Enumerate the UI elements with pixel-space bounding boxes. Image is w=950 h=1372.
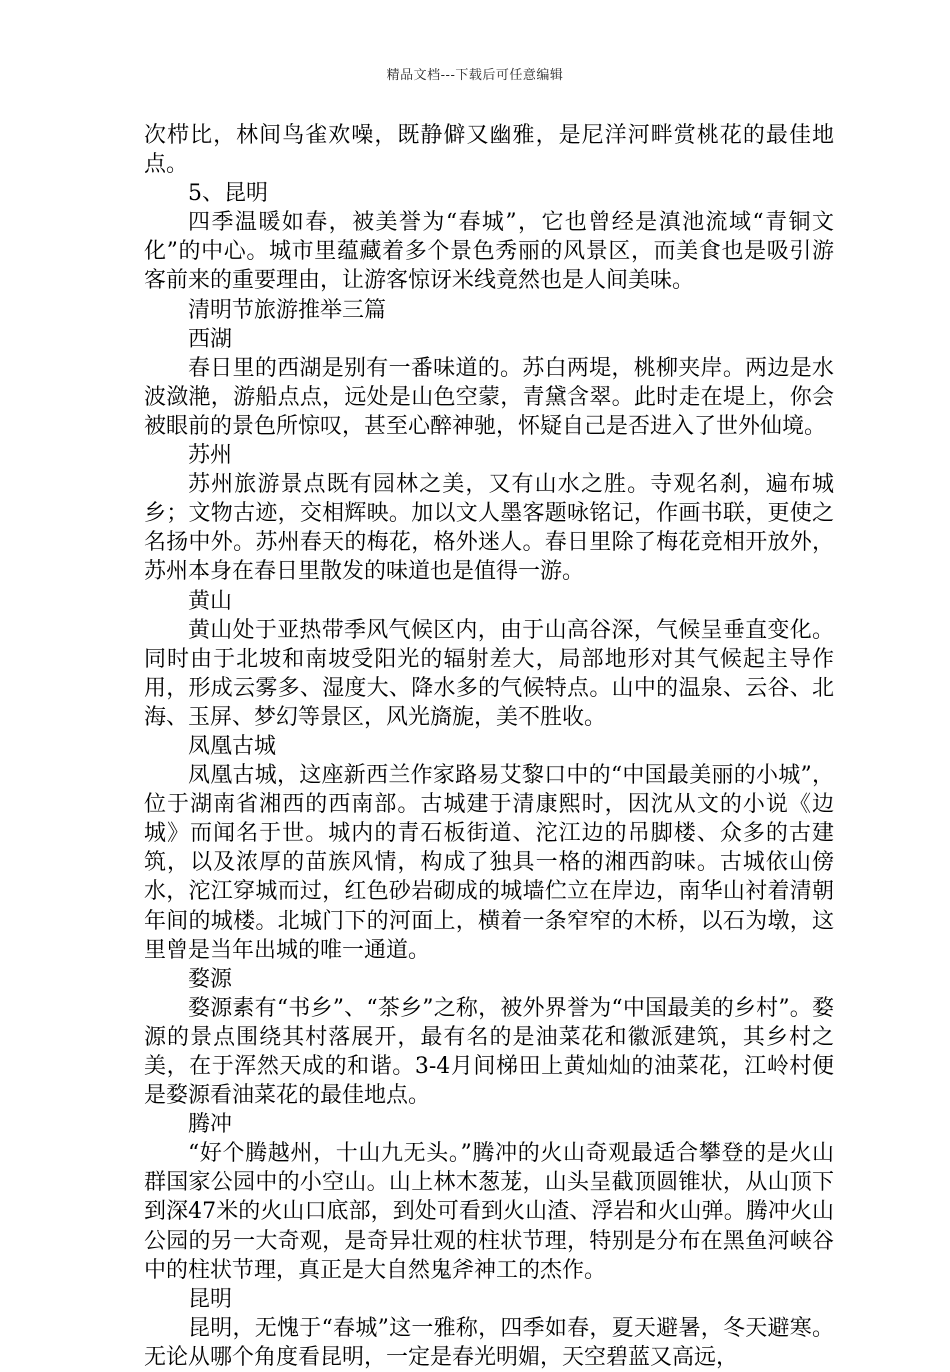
heading-tengchong: 腾冲	[188, 1112, 233, 1138]
heading-fenghuang: 凤凰古城	[188, 733, 277, 759]
page-header: 精品文档---下载后可任意编辑	[386, 68, 564, 83]
heading-suzhou: 苏州	[188, 443, 233, 469]
heading-wuyuan: 婺源	[188, 966, 233, 992]
paragraph-fenghuang: 凤凰古城，这座新西兰作家路易艾黎口中的“中国最美丽的小城”，位于湖南省湘西的西南部。古城建于清康熙时，因沈从文的小说《边城》而闻名于世。城内的青石板街道、沱江边的吊脚楼、众多的古建筑，以及浓厚的苗族风情，构成了独具一格的湘西韵味。古城依山傍水，沱江穿城而过，红色砂岩砌成的城墙伫立在岸边，南华山衬着清朝年间的城楼。北城门下的河面上，横着一条窄窄的木桥，以石为墩，这里曾是当年出城的唯一通道。	[144, 763, 834, 963]
paragraph-huangshan: 黄山处于亚热带季风气候区内，由于山高谷深，气候呈垂直变化。同时由于北坡和南坡受阳光的辐射差大，局部地形对其气候起主导作用，形成云雾多、湿度大、降水多的气候特点。山中的温泉、云谷、北海、玉屏、梦幻等景区，风光旖旎，美不胜收。	[144, 617, 834, 730]
paragraph-suzhou: 苏州旅游景点既有园林之美，又有山水之胜。寺观名刹，遍布城乡；文物古迹，交相辉映。加以文人墨客题咏铭记，作画书联，更使之名扬中外。苏州春天的梅花，格外迷人。春日里除了梅花竞相开放外，苏州本身在春日里散发的味道也是值得一游。	[144, 472, 834, 585]
heading-kunming: 昆明	[188, 1286, 233, 1312]
paragraph-continued: 次栉比，林间鸟雀欢噪，既静僻又幽雅，是尼洋河畔赏桃花的最佳地点。	[144, 123, 834, 178]
paragraph-xihu: 春日里的西湖是别有一番味道的。苏白两堤，桃柳夹岸。两边是水波潋滟，游船点点，远处是山色空蒙，青黛含翠。此时走在堤上，你会被眼前的景色所惊叹，甚至心醉神驰，怀疑自己是否进入了世外仙境。	[144, 355, 834, 439]
heading-huangshan: 黄山	[188, 588, 233, 614]
document-body	[144, 121, 834, 1372]
paragraph-kunming-5: 四季温暖如春，被美誉为“春城”，它也曾经是滇池流域“青铜文化”的中心。城市里蕴藏着多个景色秀丽的风景区，而美食也是吸引游客前来的重要理由，让游客惊讶米线竟然也是人间美味。	[144, 210, 834, 294]
heading-kunming-5: 5、昆明	[188, 181, 268, 207]
section-title: 清明节旅游推举三篇	[188, 297, 387, 323]
paragraph-tengchong: “好个腾越州，十山九无头。”腾冲的火山奇观最适合攀登的是火山群国家公园中的小空山。山上林木葱茏，山头呈截顶圆锥状，从山顶下到深47米的火山口底部，到处可看到火山渣、浮岩和火山弹。腾冲火山公园的另一大奇观，是奇异壮观的柱状节理，特别是分布在黑鱼河峡谷中的柱状节理，真正是大自然鬼斧神工的杰作。	[144, 1141, 834, 1283]
paragraph-wuyuan: 婺源素有“书乡”、“茶乡”之称，被外界誉为“中国最美的乡村”。婺源的景点围绕其村落展开，最有名的是油菜花和徽派建筑，其乡村之美，在于浑然天成的和谐。3-4月间梯田上黄灿灿的油菜花，江岭村便是婺源看油菜花的最佳地点。	[144, 995, 835, 1109]
paragraph-kunming: 昆明，无愧于“春城”这一雅称，四季如春，夏天避暑，冬天避寒。无论从哪个角度看昆明，一定是春光明媚，天空碧蓝又高远，	[144, 1315, 834, 1370]
heading-xihu: 西湖	[188, 326, 233, 352]
